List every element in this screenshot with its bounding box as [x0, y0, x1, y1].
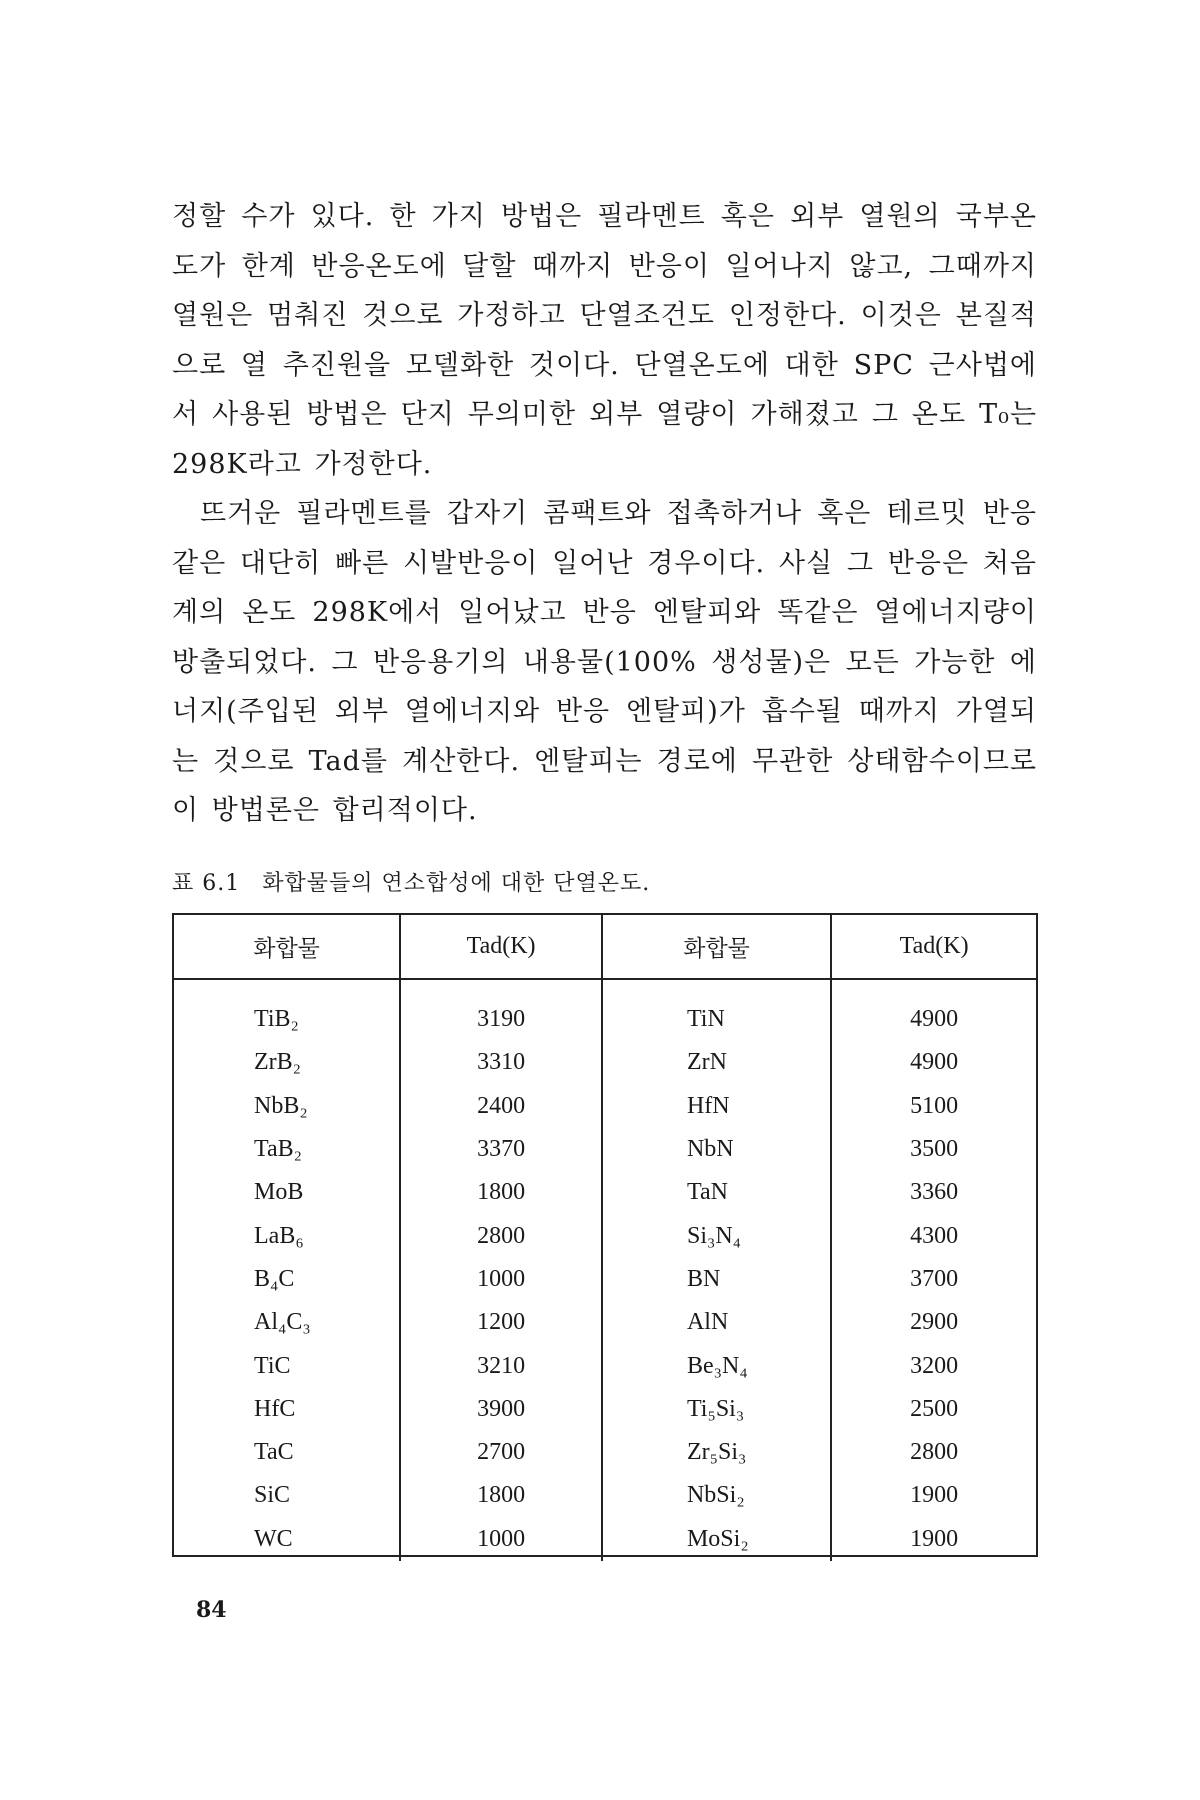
table-row [174, 1518, 1036, 1561]
table-cell: 1800 [400, 1171, 602, 1214]
table-cell: 3500 [831, 1128, 1036, 1171]
adiabatic-temperature-table [172, 913, 1038, 1557]
table-cell: TiB₂ [254, 1006, 299, 1033]
table-cell: HfC [254, 1395, 296, 1422]
table-cell: ZrN [602, 1041, 831, 1084]
table-cell: 3210 [400, 1344, 602, 1387]
table-cell: 3190 [400, 979, 602, 1041]
table-row [174, 1171, 1036, 1214]
table-cell: MoSi₂ [602, 1518, 831, 1561]
table-cell: Ti₅Si₃ [602, 1388, 831, 1431]
paragraph-1: 정할 수가 있다. 한 가지 방법은 필라멘트 혹은 외부 열원의 국부온도가 한계 반응온도에 달할 때까지 반응이 일어나지 않고, 그때까지 열원은 멈춰진 것으로 가정하고 단열조건도 인정한다. 이것은 본질적으로 열 추진원을 모델화한 것이다. 단열온도에 대한 SPC 근사법에서 사용된 방법은 단지 무의미한 외부 열량이 가해졌고 그 온도 T₀는 298K라고 가정한다. [172, 201, 1037, 480]
page-number: 84 [196, 1597, 227, 1623]
table-cell: Al₄C₃ [254, 1309, 311, 1336]
table-cell: Zr₅Si₃ [602, 1431, 831, 1474]
table-cell: 1000 [400, 1258, 602, 1301]
table-cell: NbN [602, 1128, 831, 1171]
table-header-cell: Tad(K) [400, 915, 602, 979]
table-cell: SiC [254, 1482, 291, 1509]
table-row [174, 1085, 1036, 1128]
table-cell: AlN [602, 1301, 831, 1344]
table-row [174, 1474, 1036, 1517]
table-header-cell: 화합물 [174, 915, 400, 979]
table-body [174, 979, 1036, 1561]
table-cell: 1200 [400, 1301, 602, 1344]
table-cell: 4900 [831, 1041, 1036, 1084]
table-cell: 3370 [400, 1128, 602, 1171]
table-row [174, 1344, 1036, 1387]
table-cell: 2800 [400, 1214, 602, 1257]
table-header-row [174, 915, 1036, 979]
table-cell: TaB₂ [254, 1136, 303, 1163]
table-cell: 4300 [831, 1214, 1036, 1257]
table-row [174, 1301, 1036, 1344]
table-cell: BN [602, 1258, 831, 1301]
table-row [174, 1041, 1036, 1084]
table-cell: Si₃N₄ [602, 1214, 831, 1257]
table-row [174, 1214, 1036, 1257]
table-caption-number: 표 6.1 [172, 871, 241, 896]
table-cell: 1900 [831, 1474, 1036, 1517]
table-cell: TiC [254, 1352, 291, 1379]
table-cell: 2900 [831, 1301, 1036, 1344]
table-cell: TiN [602, 979, 831, 1041]
table-cell: 1800 [400, 1474, 602, 1517]
table-header-cell: 화합물 [602, 915, 831, 979]
table-row [174, 1258, 1036, 1301]
table-cell: 1900 [831, 1518, 1036, 1561]
data-table [174, 915, 1036, 1561]
table-cell: MoB [254, 1179, 304, 1206]
table-cell: 3360 [831, 1171, 1036, 1214]
table-cell: B₄C [254, 1265, 295, 1292]
table-cell: 3310 [400, 1041, 602, 1084]
table-cell: 3200 [831, 1344, 1036, 1387]
table-cell: Be₃N₄ [602, 1344, 831, 1387]
table-cell: ZrB₂ [254, 1049, 302, 1076]
table-cell: 4900 [831, 979, 1036, 1041]
table-row [174, 1431, 1036, 1474]
table-row [174, 979, 1036, 1041]
table-cell: 2800 [831, 1431, 1036, 1474]
table-row [174, 1128, 1036, 1171]
table-cell: TaN [602, 1171, 831, 1214]
table-cell: 5100 [831, 1085, 1036, 1128]
table-cell: 2700 [400, 1431, 602, 1474]
table-cell: WC [254, 1525, 293, 1552]
table-cell: NbB₂ [254, 1092, 308, 1119]
table-cell: 3700 [831, 1258, 1036, 1301]
table-header-cell: Tad(K) [831, 915, 1036, 979]
table-cell: TaC [254, 1439, 294, 1466]
table-cell: 2500 [831, 1388, 1036, 1431]
table-cell: 3900 [400, 1388, 602, 1431]
table-caption [172, 866, 650, 897]
table-cell: 1000 [400, 1518, 602, 1561]
table-row [174, 1388, 1036, 1431]
table-caption-text: 화합물들의 연소합성에 대한 단열온도. [262, 871, 651, 896]
body-text [172, 192, 1037, 836]
table-cell: 2400 [400, 1085, 602, 1128]
paragraph-2: 뜨거운 필라멘트를 갑자기 콤팩트와 접촉하거나 혹은 테르밋 반응같은 대단히 빠른 시발반응이 일어난 경우이다. 사실 그 반응은 처음계의 온도 298K에서 일어났고 반응 엔탈피와 똑같은 열에너지량이 방출되었다. 그 반응용기의 내용물(100% 생성물)은 모든 가능한 에너지(주입된 외부 열에너지와 반응 엔탈피)가 흡수될 때까지 가열되는 것으로 Tad를 계산한다. 엔탈피는 경로에 무관한 상태함수이므로 이 방법론은 합리적이다. [172, 498, 1037, 826]
table-cell: LaB₆ [254, 1222, 304, 1249]
table-cell: NbSi₂ [602, 1474, 831, 1517]
table-cell: HfN [602, 1085, 831, 1128]
